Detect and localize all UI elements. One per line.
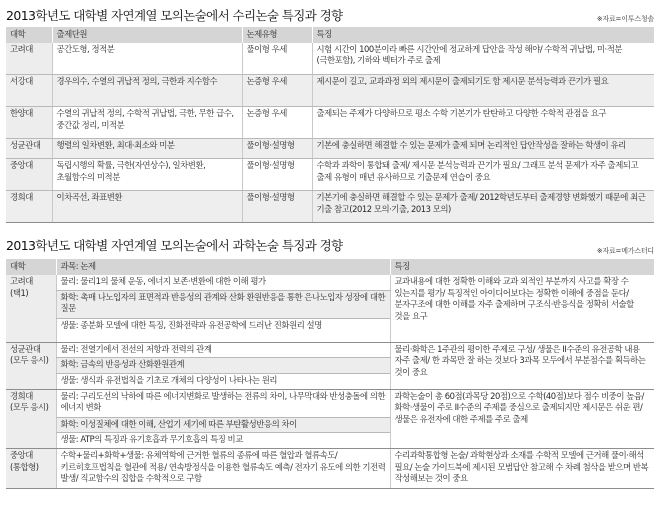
- table-row: [6, 342, 654, 358]
- univ-cell: [6, 275, 56, 342]
- header-unit: 출제단원: [52, 27, 242, 43]
- table-row: [6, 159, 654, 191]
- topic-cell: 생물: 종분화 모델에 대한 특징, 진화전략과 유전공학에 드러난 진화원리 설명: [56, 318, 390, 342]
- header-topic: 과목: 논제: [56, 259, 390, 275]
- topic-cell: 수학+물리+화학+생물: 유체역학에 근거한 혈류의 종류에 따른 혈압과 혈류속도/ 키르히호프법칙을 혈관에 적용/ 연속방정식을 이용한 혈류속도 예측/ 전자기 유도에 의한 기전력 발생/ 직교함수의 집합을 수학적으로 구함: [56, 448, 390, 488]
- feature-cell: 물리·화학은 1주관의 평이한 주제로 구성/ 생물은 II수준의 유전공학 내용 자주 출제/ 한 과목만 잘 하는 것보다 3과목 모두에서 부분점수를 획득하는 것이 중요: [390, 342, 654, 389]
- type-cell: 풀이형 우세: [242, 43, 312, 75]
- univ-name: 경희대: [10, 390, 33, 401]
- feature-cell: 교과내용에 대한 정확한 이해와 교과 외적인 부분까지 사고를 확장 수 있는지를 평가/ 특징적인 아이디어보다는 정확한 이해에 중점을 둔다/ 분자구조에 대한 이해를 자주 출제하며 구조식·반응식을 정확히 서술할 것을 요구: [390, 275, 654, 342]
- univ-cell: 한양대: [6, 107, 52, 139]
- math-essay-table: [6, 27, 654, 223]
- unit-cell: 독립시행의 확률, 극한(자연상수), 일차변환, 초월함수의 미적분: [52, 159, 242, 191]
- header-univ: 대학: [6, 259, 56, 275]
- unit-cell: 경우의수, 수열의 귀납적 정의, 극한과 지수함수: [52, 75, 242, 107]
- section1-source: ※자료=이투스청솔: [596, 15, 654, 23]
- science-essay-table: [6, 259, 654, 489]
- univ-cell: 고려대: [6, 43, 52, 75]
- univ-cell: [6, 389, 56, 448]
- univ-cell: 경희대: [6, 191, 52, 223]
- section1-title: 2013학년도 대학별 자연계열 모의논술에서 수리논술 특징과 경향: [6, 8, 343, 23]
- feature-cell: 과학논술이 총 60점(과목당 20점)으로 수학(40점)보다 점수 비중이 높음/ 화학·생물이 주로 II수준의 주제를 중심으로 출제되지만 제시문은 쉬운 편/ 생물은 유전자에 대한 주제를 주로 출제: [390, 389, 654, 448]
- section2-source: ※자료=메가스터디: [596, 247, 654, 255]
- table-row: [6, 389, 654, 417]
- univ-note: (통합형): [10, 461, 39, 472]
- table-header-row: [6, 259, 654, 275]
- feature-cell: 출제되는 주제가 다양하므로 평소 수학 기본기가 탄탄하고 다양한 수학적 관점을 요구: [312, 107, 654, 139]
- topic-cell: 생물: ATP의 특징과 유기호흡과 무기호흡의 특징 비교: [56, 433, 390, 449]
- univ-cell: 중앙대: [6, 159, 52, 191]
- table-row: [6, 448, 654, 488]
- feature-cell: 제시문이 길고, 교과과정 외의 제시문이 출제되기도 함 제시문 분석능력과 끈기가 필요: [312, 75, 654, 107]
- feature-cell: 기본기에 충실하면 해결할 수 있는 문제가 출제/ 2012학년도부터 출제경향 변화했기 때문에 최근 기출 참고(2012 모의·기출, 2013 모의): [312, 191, 654, 223]
- topic-cell: 화학: 이성질체에 대한 이해, 산업기 세기에 따른 부탄활성반응의 차이: [56, 417, 390, 433]
- feature-cell: 기본에 충실하면 해결할 수 있는 문제가 출제 되며 논리적인 답안작성을 잘하는 학생이 유리: [312, 139, 654, 159]
- univ-name: 고려대: [10, 276, 33, 286]
- univ-cell: [6, 448, 56, 488]
- header-feature: 특징: [390, 259, 654, 275]
- header-univ: 대학: [6, 27, 52, 43]
- univ-cell: [6, 342, 56, 389]
- table-row: [6, 107, 654, 139]
- unit-cell: 행렬의 일차변환, 최대·최소와 미분: [52, 139, 242, 159]
- header-feature: 특징: [312, 27, 654, 43]
- univ-note: (모두 응시): [10, 402, 49, 413]
- univ-note: (택1): [10, 287, 29, 298]
- topic-cell: 물리: 구리도선의 낙하에 따른 에너지변화로 발생하는 전류의 차이, 나무막대와 반성충돌에 의한 에너지 변화: [56, 389, 390, 417]
- table-row: [6, 75, 654, 107]
- topic-cell: 화학: 금속의 반응성과 산화환원관계: [56, 358, 390, 374]
- type-cell: 풀이형·설명형: [242, 139, 312, 159]
- unit-cell: 공간도형, 정적분: [52, 43, 242, 75]
- type-cell: 논증형 우세: [242, 107, 312, 139]
- univ-cell: 서강대: [6, 75, 52, 107]
- univ-cell: 성균관대: [6, 139, 52, 159]
- feature-cell: 수리과학통합형 논술/ 과학현상과 소재를 수학적 모델에 근거해 풀이·해석 필요/ 논술 가이드북에 제시된 모범답안 참고해 수 차례 첨삭을 받으며 반복 작성해보는 것이 중요: [390, 448, 654, 488]
- univ-name: 중앙대: [10, 449, 33, 460]
- topic-cell: 물리: 전열기에서 전선의 저항과 전력의 관계: [56, 342, 390, 358]
- table-row: [6, 191, 654, 223]
- type-cell: 풀이형·설명형: [242, 191, 312, 223]
- feature-cell: 시험 시간이 100분이라 빠른 시간안에 정교하게 답안을 작성 해야/ 수학적 귀납법, 미·적분(극한포함), 기하와 벡터가 주로 출제: [312, 43, 654, 75]
- type-cell: 풀이형·설명형: [242, 159, 312, 191]
- topic-cell: 화학: 촉매 나노입자의 표면적과 반응성의 관계와 산화 환원반응을 통한 은나노입자 성장에 대한 질문: [56, 290, 390, 318]
- unit-cell: 수열의 귀납적 정의, 수학적 귀납법, 극한, 무한 급수, 중간값 정리, 미적분: [52, 107, 242, 139]
- feature-cell: 수학과 과학이 통합돼 출제/ 제시문 분석능력과 끈기가 필요/ 그래프 분석 문제가 자주 출제되고 출제 유형이 매년 유사하므로 기출문제 연습이 중요: [312, 159, 654, 191]
- topic-cell: 생물: 생식과 유전법칙을 기초로 개체의 다양성이 나타나는 원리: [56, 373, 390, 389]
- table-row: [6, 275, 654, 290]
- topic-cell: 물리: 물리1의 물체 운동, 에너지 보존·변환에 대한 이해 평가: [56, 275, 390, 290]
- univ-name: 성균관대: [10, 343, 41, 354]
- univ-note: (모두 응시): [10, 355, 49, 366]
- type-cell: 논증형 우세: [242, 75, 312, 107]
- table-row: [6, 43, 654, 75]
- unit-cell: 이차곡선, 좌표변환: [52, 191, 242, 223]
- section2-title: 2013학년도 대학별 자연계열 모의논술에서 과학논술 특징과 경향: [6, 238, 343, 253]
- table-header-row: [6, 27, 654, 43]
- header-type: 논제유형: [242, 27, 312, 43]
- table-row: [6, 139, 654, 159]
